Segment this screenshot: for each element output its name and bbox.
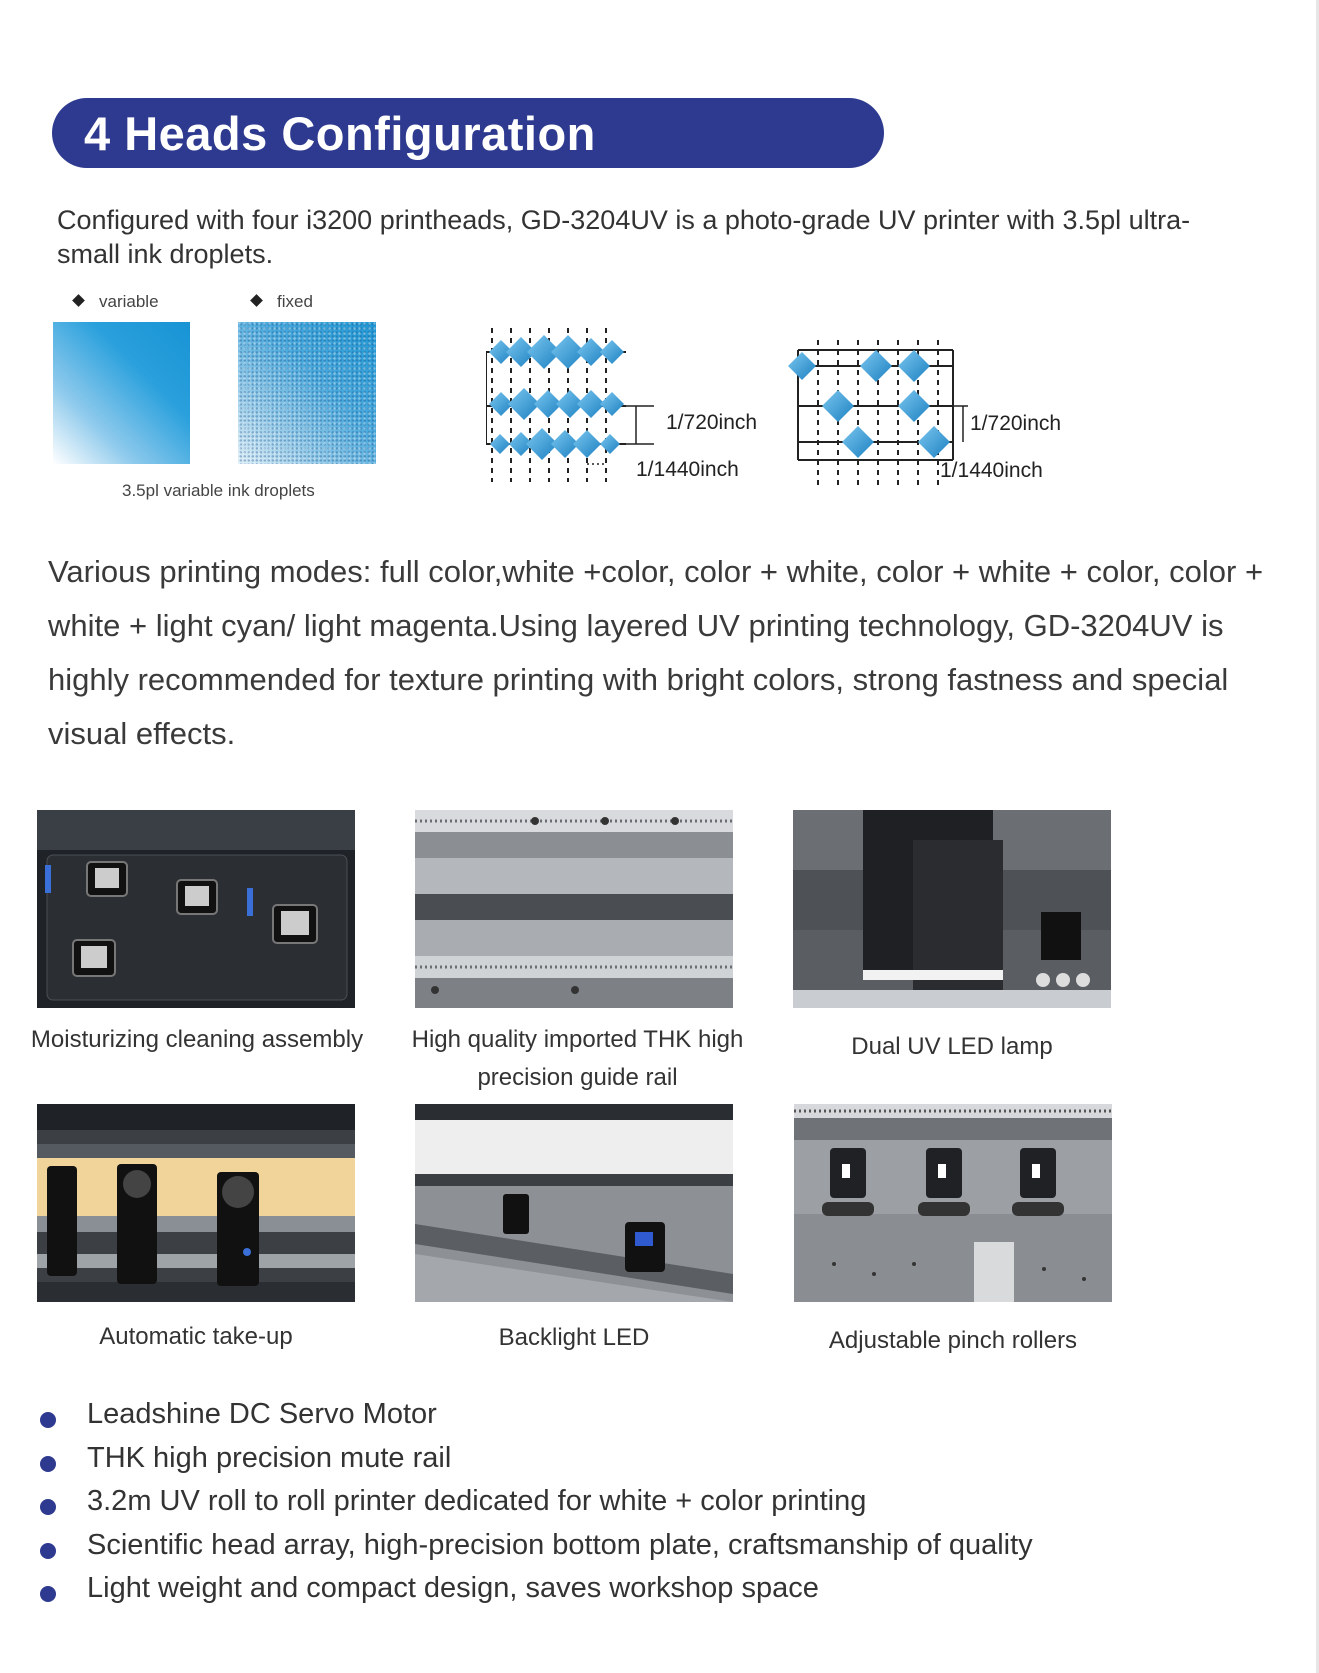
photo-backlight-led <box>415 1104 733 1302</box>
left-spacing-y-label: 1/720inch <box>666 411 758 434</box>
bullet-text: Light weight and compact design, saves workshop space <box>87 1572 819 1604</box>
bullet-dot-icon <box>40 1499 56 1515</box>
caption-pinch-rollers: Adjustable pinch rollers <box>828 1327 1078 1354</box>
legend-fixed <box>252 292 313 312</box>
bullet-dot-icon <box>40 1586 56 1602</box>
variable-droplet-swatch <box>53 322 190 464</box>
right-spacing-x-label: 1/1440inch <box>940 459 1043 482</box>
caption-cleaning-assembly: Moisturizing cleaning assembly <box>30 1026 364 1053</box>
photo-cleaning-assembly <box>37 810 355 1008</box>
caption-guide-rail: High quality imported THK high precision guide rail <box>411 1026 744 1091</box>
legend-fixed-label: fixed <box>277 292 313 311</box>
caption-backlight-led: Backlight LED <box>498 1324 650 1351</box>
bullet-dot-icon <box>40 1543 56 1559</box>
diamond-bullet-icon <box>250 294 263 307</box>
legend-variable <box>74 292 159 312</box>
photo-automatic-take-up <box>37 1104 355 1302</box>
printing-modes-paragraph: Various printing modes: full color,white +color, color + white, color + white + color, color + white + light cyan/ light magenta.Using layered UV printing technology, GD-3204UV is highly recommended for texture printing with bright colors, strong fastness and special visual effects. <box>48 554 1264 751</box>
right-spacing-y-label: 1/720inch <box>970 412 1062 435</box>
caption-automatic-take-up: Automatic take-up <box>99 1323 293 1350</box>
bullet-text: Leadshine DC Servo Motor <box>87 1398 437 1430</box>
legend-variable-label: variable <box>99 292 159 311</box>
bullet-dot-icon <box>40 1412 56 1428</box>
bullet-dot-icon <box>40 1456 56 1472</box>
section-title-bar <box>52 98 884 168</box>
left-spacing-x-label: 1/1440inch <box>636 458 739 481</box>
photo-uv-led-lamp <box>793 810 1111 1008</box>
bullet-text: Scientific head array, high-precision bottom plate, craftsmanship of quality <box>87 1528 1033 1561</box>
photo-guide-rail <box>415 810 733 1008</box>
caption-uv-led-lamp: Dual UV LED lamp <box>851 1033 1053 1060</box>
photo-pinch-rollers <box>794 1104 1112 1302</box>
bullet-text: THK high precision mute rail <box>87 1441 452 1474</box>
fixed-droplet-swatch <box>238 322 376 464</box>
diamond-bullet-icon <box>72 294 85 307</box>
intro-paragraph: Configured with four i3200 printheads, GD-3204UV is a photo-grade UV printer with 3.5pl ultra-small ink droplets. <box>57 205 1191 269</box>
section-title: 4 Heads Configuration <box>84 107 596 160</box>
droplet-caption: 3.5pl variable ink droplets <box>122 481 315 500</box>
bullet-text: 3.2m UV roll to roll printer dedicated for white + color printing <box>87 1485 867 1517</box>
